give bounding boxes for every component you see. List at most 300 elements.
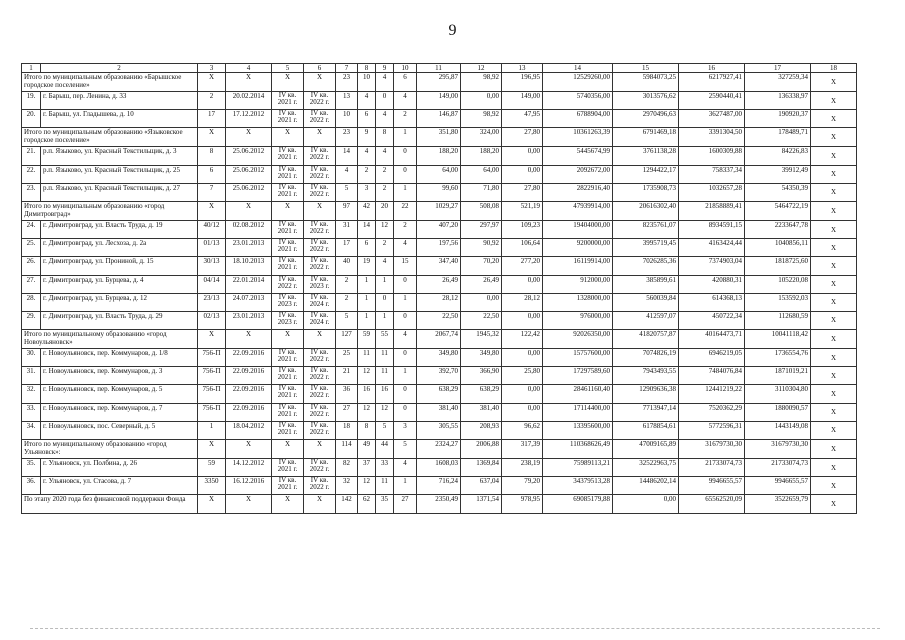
count-cell: 2 xyxy=(336,275,358,293)
document-date: 18.10.2013 xyxy=(226,257,272,275)
count-cell: 4 xyxy=(336,165,358,183)
count-cell: 5 xyxy=(376,421,394,439)
amount-cell: 10041118,42 xyxy=(745,330,811,349)
amount-cell: 976000,00 xyxy=(543,311,613,329)
amount-cell: 381,40 xyxy=(417,403,461,421)
address: г. Димитровград, ул. Власть Труда, д. 19 xyxy=(41,220,198,238)
amount-cell: 153592,03 xyxy=(745,293,811,311)
document-number: 01/13 xyxy=(198,239,226,257)
address: р.п. Языково, ул. Красный Текстильщик, д. 3 xyxy=(41,147,198,165)
row-number: 31. xyxy=(22,367,41,385)
quarter-label: IV кв. xyxy=(278,421,297,429)
planned-end xyxy=(304,459,336,477)
quarter-label: IV кв. xyxy=(278,91,297,99)
quarter-label: IV кв. xyxy=(310,366,329,375)
count-cell: 1 xyxy=(376,311,394,329)
header-cell: 3 xyxy=(198,64,226,73)
table-row xyxy=(22,459,857,477)
year-label: 2022 г. xyxy=(309,98,330,106)
amount-cell: 412597,07 xyxy=(613,311,679,329)
count-cell: 49 xyxy=(358,440,376,459)
amount-cell: 2092672,00 xyxy=(543,165,613,183)
row-number: 25. xyxy=(22,239,41,257)
subtotal-name: Итого по муниципальному образованию «город Новоульяновск» xyxy=(22,330,198,349)
planned-start xyxy=(272,349,304,367)
amount-cell: 70,20 xyxy=(461,257,502,275)
amount-cell: 2233647,78 xyxy=(745,220,811,238)
cell-x: X xyxy=(811,421,857,439)
document-number: 756-П xyxy=(198,349,226,367)
year-label: 2024 г. xyxy=(309,299,330,308)
cell-x: X xyxy=(811,459,857,477)
count-cell: 1 xyxy=(358,293,376,311)
count-cell: 4 xyxy=(394,92,417,110)
table-row xyxy=(22,220,857,238)
amount-cell: 2006,88 xyxy=(461,440,502,459)
count-cell: 11 xyxy=(376,477,394,495)
amount-cell: 9946655,57 xyxy=(679,477,745,495)
year-label: 2022 г. xyxy=(309,189,330,198)
cell-x: X xyxy=(811,220,857,238)
subtotal-row xyxy=(22,440,857,459)
amount-cell: 1029,27 xyxy=(417,201,461,220)
quarter-label: IV кв. xyxy=(278,165,297,173)
count-cell: 0 xyxy=(376,92,394,110)
cell-x: X xyxy=(811,165,857,183)
year-label: 2023 г. xyxy=(277,299,298,308)
row-number: 21. xyxy=(22,147,41,165)
amount-cell: 614368,13 xyxy=(679,293,745,311)
quarter-label: IV кв. xyxy=(278,476,297,485)
document-number: 02/13 xyxy=(198,311,226,329)
amount-cell: 6217927,41 xyxy=(679,73,745,92)
header-cell: 8 xyxy=(358,64,376,73)
quarter-label: IV кв. xyxy=(310,293,329,301)
planned-start xyxy=(272,239,304,257)
document-number: 1 xyxy=(198,421,226,439)
amount-cell: 0,00 xyxy=(502,403,543,421)
amount-cell: 420880,31 xyxy=(679,275,745,293)
year-label: 2022 г. xyxy=(309,483,330,492)
amount-cell: 978,95 xyxy=(502,495,543,514)
amount-cell: 1735908,73 xyxy=(613,183,679,201)
quarter-label: IV кв. xyxy=(310,91,329,99)
amount-cell: 5740356,00 xyxy=(543,92,613,110)
document-date: 25.06.2012 xyxy=(226,147,272,165)
amount-cell: 98,92 xyxy=(461,110,502,128)
amount-cell: 21858889,41 xyxy=(679,201,745,220)
count-cell: 4 xyxy=(394,459,417,477)
count-cell: 0 xyxy=(394,349,417,367)
count-cell: 21 xyxy=(336,367,358,385)
amount-cell: 14486202,14 xyxy=(613,477,679,495)
amount-cell: 1443149,08 xyxy=(745,421,811,439)
count-cell: 23 xyxy=(336,128,358,147)
amount-cell: 112680,59 xyxy=(745,311,811,329)
cell-x: X xyxy=(304,495,336,514)
count-cell: 14 xyxy=(358,220,376,238)
document-date: 25.06.2012 xyxy=(226,183,272,201)
amount-cell: 560039,84 xyxy=(613,293,679,311)
planned-end xyxy=(304,385,336,403)
document-number: 756-П xyxy=(198,385,226,403)
amount-cell: 7026285,36 xyxy=(613,257,679,275)
year-label: 2023 г. xyxy=(277,317,298,326)
year-label: 2021 г. xyxy=(277,263,298,272)
amount-cell: 3522659,79 xyxy=(745,495,811,514)
amount-cell: 0,00 xyxy=(461,293,502,311)
amount-cell: 7074826,19 xyxy=(613,349,679,367)
amount-cell: 0,00 xyxy=(613,495,679,514)
document-date: 22.09.2016 xyxy=(226,349,272,367)
amount-cell: 2324,27 xyxy=(417,440,461,459)
year-label: 2021 г. xyxy=(277,391,298,400)
amount-cell: 99,60 xyxy=(417,183,461,201)
quarter-label: IV кв. xyxy=(278,109,297,118)
count-cell: 42 xyxy=(358,201,376,220)
document-date: 22.01.2014 xyxy=(226,275,272,293)
year-label: 2021 г. xyxy=(277,483,298,492)
year-label: 2022 г. xyxy=(309,153,330,162)
year-label: 2022 г. xyxy=(309,116,330,125)
amount-cell: 392,70 xyxy=(417,367,461,385)
row-number: 24. xyxy=(22,220,41,238)
amount-cell: 716,24 xyxy=(417,477,461,495)
count-cell: 10 xyxy=(336,110,358,128)
document-date: 23.01.2013 xyxy=(226,311,272,329)
planned-end xyxy=(304,110,336,128)
subtotal-name: Итого по муниципальным образованию «Барышское городское поселение» xyxy=(22,73,198,92)
amount-cell: 5984073,25 xyxy=(613,73,679,92)
cell-x: X xyxy=(226,495,272,514)
table-row xyxy=(22,239,857,257)
cell-x: X xyxy=(226,440,272,459)
cell-x: X xyxy=(272,128,304,147)
quarter-label: IV кв. xyxy=(278,311,297,319)
count-cell: 8 xyxy=(376,128,394,147)
quarter-label: IV кв. xyxy=(278,458,297,466)
quarter-label: IV кв. xyxy=(278,366,297,375)
planned-end xyxy=(304,311,336,329)
amount-cell: 149,00 xyxy=(417,92,461,110)
count-cell: 4 xyxy=(376,110,394,128)
amount-cell: 366,90 xyxy=(461,367,502,385)
cell-x: X xyxy=(272,201,304,220)
document-date: 16.12.2016 xyxy=(226,477,272,495)
amount-cell: 71,80 xyxy=(461,183,502,201)
amount-cell: 0,00 xyxy=(502,349,543,367)
header-cell: 6 xyxy=(304,64,336,73)
amount-cell: 5772596,31 xyxy=(679,421,745,439)
count-cell: 18 xyxy=(336,421,358,439)
count-cell: 31 xyxy=(336,220,358,238)
planned-start xyxy=(272,257,304,275)
quarter-label: IV кв. xyxy=(310,165,329,173)
quarter-label: IV кв. xyxy=(310,384,329,393)
amount-cell: 196,95 xyxy=(502,73,543,92)
amount-cell: 327259,34 xyxy=(745,73,811,92)
year-label: 2021 г. xyxy=(277,427,298,436)
amount-cell: 1818725,60 xyxy=(745,257,811,275)
amount-cell: 3627487,00 xyxy=(679,110,745,128)
count-cell: 16 xyxy=(358,385,376,403)
count-cell: 4 xyxy=(358,92,376,110)
amount-cell: 15757600,00 xyxy=(543,349,613,367)
planned-start xyxy=(272,220,304,238)
amount-cell: 39912,49 xyxy=(745,165,811,183)
address: г. Барыш, пер. Ленина, д. 33 xyxy=(41,92,198,110)
quarter-label: IV кв. xyxy=(310,476,329,485)
amount-cell: 64,00 xyxy=(417,165,461,183)
amount-cell: 295,87 xyxy=(417,73,461,92)
address: г. Новоульяновск, пос. Северный, д. 5 xyxy=(41,421,198,439)
amount-cell: 149,00 xyxy=(502,92,543,110)
amount-cell: 347,40 xyxy=(417,257,461,275)
header-cell: 7 xyxy=(336,64,358,73)
count-cell: 25 xyxy=(336,349,358,367)
amount-cell: 1880090,57 xyxy=(745,403,811,421)
amount-cell: 324,00 xyxy=(461,128,502,147)
row-number: 35. xyxy=(22,459,41,477)
count-cell: 27 xyxy=(394,495,417,514)
year-label: 2024 г. xyxy=(309,317,330,326)
amount-cell: 351,80 xyxy=(417,128,461,147)
quarter-label: IV кв. xyxy=(310,146,329,155)
year-label: 2022 г. xyxy=(309,465,330,473)
amount-cell: 9200000,00 xyxy=(543,239,613,257)
amount-cell: 40164473,71 xyxy=(679,330,745,349)
document-date: 02.08.2012 xyxy=(226,220,272,238)
amount-cell: 122,42 xyxy=(502,330,543,349)
planned-end xyxy=(304,183,336,201)
amount-cell: 28,12 xyxy=(502,293,543,311)
amount-cell: 47,95 xyxy=(502,110,543,128)
amount-cell: 1945,32 xyxy=(461,330,502,349)
amount-cell: 69085179,88 xyxy=(543,495,613,514)
amount-cell: 2822916,40 xyxy=(543,183,613,201)
amount-cell: 0,00 xyxy=(502,275,543,293)
document-number: 23/13 xyxy=(198,293,226,311)
address: г. Димитровград, ул. Прониной, д. 15 xyxy=(41,257,198,275)
amount-cell: 4163424,44 xyxy=(679,239,745,257)
cell-x: X xyxy=(811,495,857,514)
row-number: 29. xyxy=(22,311,41,329)
count-cell: 35 xyxy=(376,495,394,514)
planned-end xyxy=(304,165,336,183)
quarter-label: IV кв. xyxy=(278,293,297,301)
year-label: 2022 г. xyxy=(309,409,330,418)
amount-cell: 20616302,40 xyxy=(613,201,679,220)
amount-cell: 6178854,61 xyxy=(613,421,679,439)
planned-end xyxy=(304,220,336,238)
year-label: 2021 г. xyxy=(277,409,298,418)
table-row xyxy=(22,92,857,110)
count-cell: 10 xyxy=(358,73,376,92)
document-number: 8 xyxy=(198,147,226,165)
document-date: 24.07.2013 xyxy=(226,293,272,311)
amount-cell: 12529260,00 xyxy=(543,73,613,92)
cell-x: X xyxy=(811,330,857,349)
count-cell: 32 xyxy=(336,477,358,495)
subtotal-row xyxy=(22,128,857,147)
document-date: 14.12.2012 xyxy=(226,459,272,477)
count-cell: 11 xyxy=(358,349,376,367)
cell-x: X xyxy=(811,110,857,128)
amount-cell: 2350,49 xyxy=(417,495,461,514)
amount-cell: 521,19 xyxy=(502,201,543,220)
planned-end xyxy=(304,403,336,421)
quarter-label: IV кв. xyxy=(310,109,329,118)
header-cell: 5 xyxy=(272,64,304,73)
count-cell: 97 xyxy=(336,201,358,220)
subtotal-name: Итого по муниципальным образованию «Языковское городское поселение» xyxy=(22,128,198,147)
year-label: 2022 г. xyxy=(309,373,330,382)
cell-x: X xyxy=(226,128,272,147)
address: г. Димитровград, ул. Власть Труда, д. 29 xyxy=(41,311,198,329)
document-number: 2 xyxy=(198,92,226,110)
amount-cell: 5464722,19 xyxy=(745,201,811,220)
amount-cell: 26,49 xyxy=(461,275,502,293)
subtotal-name: Итого по муниципальным образованию «город Димитровград» xyxy=(22,201,198,220)
planned-start xyxy=(272,147,304,165)
amount-cell: 1032657,28 xyxy=(679,183,745,201)
count-cell: 5 xyxy=(394,440,417,459)
cell-x: X xyxy=(198,495,226,514)
table-row xyxy=(22,293,857,311)
year-label: 2021 г. xyxy=(277,98,298,106)
amount-cell: 25,80 xyxy=(502,367,543,385)
quarter-label: IV кв. xyxy=(310,458,329,466)
table-row xyxy=(22,257,857,275)
table-row xyxy=(22,367,857,385)
count-cell: 4 xyxy=(376,147,394,165)
amount-cell: 0,00 xyxy=(502,385,543,403)
count-cell: 1 xyxy=(394,183,417,201)
count-cell: 20 xyxy=(376,201,394,220)
count-cell: 0 xyxy=(394,403,417,421)
amount-cell: 136338,97 xyxy=(745,92,811,110)
subtotal-row xyxy=(22,495,857,514)
quarter-label: IV кв. xyxy=(310,275,329,283)
header-cell: 11 xyxy=(417,64,461,73)
cell-x: X xyxy=(811,239,857,257)
count-cell: 33 xyxy=(376,459,394,477)
count-cell: 14 xyxy=(336,147,358,165)
cell-x: X xyxy=(811,201,857,220)
amount-cell: 7484076,84 xyxy=(679,367,745,385)
year-label: 2021 г. xyxy=(277,171,298,180)
document-number: 6 xyxy=(198,165,226,183)
table-row xyxy=(22,275,857,293)
address: г. Новоульяновск, пер. Коммунаров, д. 3 xyxy=(41,367,198,385)
amount-cell: 8934591,15 xyxy=(679,220,745,238)
amount-cell: 3013576,62 xyxy=(613,92,679,110)
count-cell: 142 xyxy=(336,495,358,514)
count-cell: 4 xyxy=(394,239,417,257)
count-cell: 0 xyxy=(394,275,417,293)
table-body xyxy=(22,64,857,514)
count-cell: 82 xyxy=(336,459,358,477)
year-label: 2021 г. xyxy=(277,189,298,198)
cell-x: X xyxy=(811,385,857,403)
amount-cell: 13395600,00 xyxy=(543,421,613,439)
amount-cell: 3995719,45 xyxy=(613,239,679,257)
cell-x: X xyxy=(811,92,857,110)
document-number: 3350 xyxy=(198,477,226,495)
row-number: 27. xyxy=(22,275,41,293)
count-cell: 3 xyxy=(358,183,376,201)
count-cell: 0 xyxy=(376,293,394,311)
cell-x: X xyxy=(811,440,857,459)
planned-start xyxy=(272,459,304,477)
amount-cell: 8235761,07 xyxy=(613,220,679,238)
amount-cell: 65562520,09 xyxy=(679,495,745,514)
document-number: 7 xyxy=(198,183,226,201)
planned-end xyxy=(304,92,336,110)
amount-cell: 12909636,38 xyxy=(613,385,679,403)
cell-x: X xyxy=(272,440,304,459)
table-row xyxy=(22,147,857,165)
count-cell: 2 xyxy=(394,110,417,128)
amount-cell: 1328000,00 xyxy=(543,293,613,311)
amount-cell: 238,19 xyxy=(502,459,543,477)
amount-cell: 1871019,21 xyxy=(745,367,811,385)
header-cell: 10 xyxy=(394,64,417,73)
amount-cell: 297,97 xyxy=(461,220,502,238)
row-number: 23. xyxy=(22,183,41,201)
amount-cell: 32522963,75 xyxy=(613,459,679,477)
amount-cell: 7374903,04 xyxy=(679,257,745,275)
subtotal-row xyxy=(22,201,857,220)
document-number: 756-П xyxy=(198,367,226,385)
row-number: 34. xyxy=(22,421,41,439)
amount-cell: 6791469,18 xyxy=(613,128,679,147)
amount-cell: 385899,61 xyxy=(613,275,679,293)
year-label: 2021 г. xyxy=(277,373,298,382)
amount-cell: 188,20 xyxy=(461,147,502,165)
amount-cell: 27,80 xyxy=(502,128,543,147)
count-cell: 1 xyxy=(394,293,417,311)
table-row xyxy=(22,183,857,201)
document-date: 22.09.2016 xyxy=(226,403,272,421)
year-label: 2021 г. xyxy=(277,465,298,473)
document-date: 23.01.2013 xyxy=(226,239,272,257)
document-number: 04/14 xyxy=(198,275,226,293)
document-number: 30/13 xyxy=(198,257,226,275)
cell-x: X xyxy=(811,257,857,275)
amount-cell: 26,49 xyxy=(417,275,461,293)
count-cell: 62 xyxy=(358,495,376,514)
amount-cell: 450722,34 xyxy=(679,311,745,329)
planned-start xyxy=(272,275,304,293)
count-cell: 0 xyxy=(394,165,417,183)
count-cell: 2 xyxy=(376,239,394,257)
subtotal-row xyxy=(22,73,857,92)
count-cell: 8 xyxy=(358,421,376,439)
count-cell: 4 xyxy=(376,73,394,92)
amount-cell: 7520362,29 xyxy=(679,403,745,421)
count-cell: 2 xyxy=(358,165,376,183)
amount-cell: 3110304,80 xyxy=(745,385,811,403)
count-cell: 6 xyxy=(394,73,417,92)
count-cell: 44 xyxy=(376,440,394,459)
count-cell: 1 xyxy=(358,275,376,293)
amount-cell: 305,55 xyxy=(417,421,461,439)
count-cell: 4 xyxy=(376,257,394,275)
planned-start xyxy=(272,311,304,329)
amount-cell: 12441219,22 xyxy=(679,385,745,403)
table-row xyxy=(22,421,857,439)
